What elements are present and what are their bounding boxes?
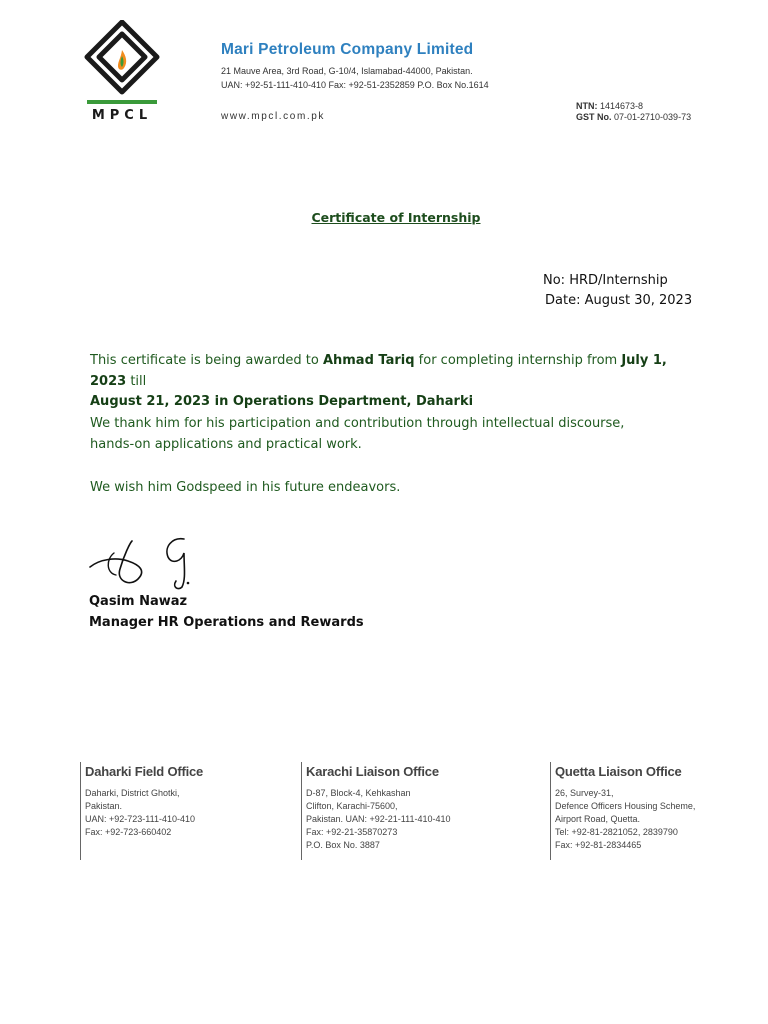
- signatory-name: Qasim Nawaz: [89, 594, 188, 609]
- wishes-paragraph: We wish him Godspeed in his future endeavors.: [90, 480, 401, 495]
- gst-value: 07-01-2710-039-73: [614, 112, 692, 122]
- company-website: www.mpcl.com.pk: [221, 111, 326, 122]
- certificate-title: Certificate of Internship: [311, 210, 481, 225]
- office-line: Fax: +92-21-35870273: [306, 827, 398, 837]
- logo-text: MPCL: [91, 108, 153, 123]
- office-line: Airport Road, Quetta.: [555, 814, 641, 824]
- office-line: Fax: +92-723-660402: [85, 827, 172, 837]
- office-karachi: [301, 762, 526, 860]
- office-line: Daharki, District Ghotki,: [85, 788, 180, 798]
- office-line: Pakistan. UAN: +92-21-111-410-410: [306, 814, 451, 824]
- gst-line: [576, 112, 691, 122]
- company-logo: [84, 20, 160, 128]
- award-text-2: for completing internship from: [414, 353, 622, 368]
- mpcl-emblem-icon: [84, 20, 160, 106]
- signatory-designation: Manager HR Operations and Rewards: [89, 615, 364, 630]
- office-title: Karachi Liaison Office: [306, 764, 439, 779]
- award-text-1: This certificate is being awarded to: [90, 353, 323, 368]
- internship-end-and-department: August 21, 2023 in Operations Department, Daharki: [90, 394, 474, 409]
- office-line: Tel: +92-81-2821052, 2839790: [555, 827, 678, 837]
- thanks-paragraph: We thank him for his participation and contribution through intellectual discourse, hands-on applications and practical work.: [90, 416, 625, 452]
- office-line: Pakistan.: [85, 801, 123, 811]
- office-line: UAN: +92-723-111-410-410: [85, 814, 195, 824]
- certificate-date: Date: August 30, 2023: [545, 293, 693, 308]
- internship-start-date: July 1, 2023: [90, 353, 667, 389]
- ntn-line: [576, 101, 643, 111]
- handwritten-signature-icon: [86, 533, 198, 595]
- office-line: Defence Officers Housing Scheme,: [555, 801, 696, 811]
- reference-number: No: HRD/Internship: [543, 273, 668, 288]
- award-paragraph: [90, 351, 690, 413]
- signature-image: [86, 533, 198, 595]
- ntn-value: 1414673-8: [600, 101, 644, 111]
- office-line: Fax: +92-81-2834465: [555, 840, 642, 850]
- company-name: Mari Petroleum Company Limited: [221, 41, 474, 58]
- company-contact: UAN: +92-51-111-410-410 Fax: +92-51-2352859 P.O. Box No.1614: [221, 80, 489, 90]
- office-line: D-87, Block-4, Kehkashan: [306, 788, 411, 798]
- gst-label: GST No.: [576, 112, 612, 122]
- award-text-3: till: [126, 373, 147, 389]
- office-line: Clifton, Karachi-75600,: [306, 801, 398, 811]
- ntn-label: NTN:: [576, 101, 598, 111]
- office-title: Quetta Liaison Office: [555, 764, 682, 779]
- office-quetta: [550, 762, 735, 860]
- intern-name: Ahmad Tariq: [322, 353, 415, 368]
- office-title: Daharki Field Office: [85, 764, 204, 779]
- office-daharki: [80, 762, 285, 860]
- office-line: 26, Survey-31,: [555, 788, 614, 798]
- company-address: 21 Mauve Area, 3rd Road, G-10/4, Islamabad-44000, Pakistan.: [221, 66, 473, 76]
- office-line: P.O. Box No. 3887: [306, 840, 380, 850]
